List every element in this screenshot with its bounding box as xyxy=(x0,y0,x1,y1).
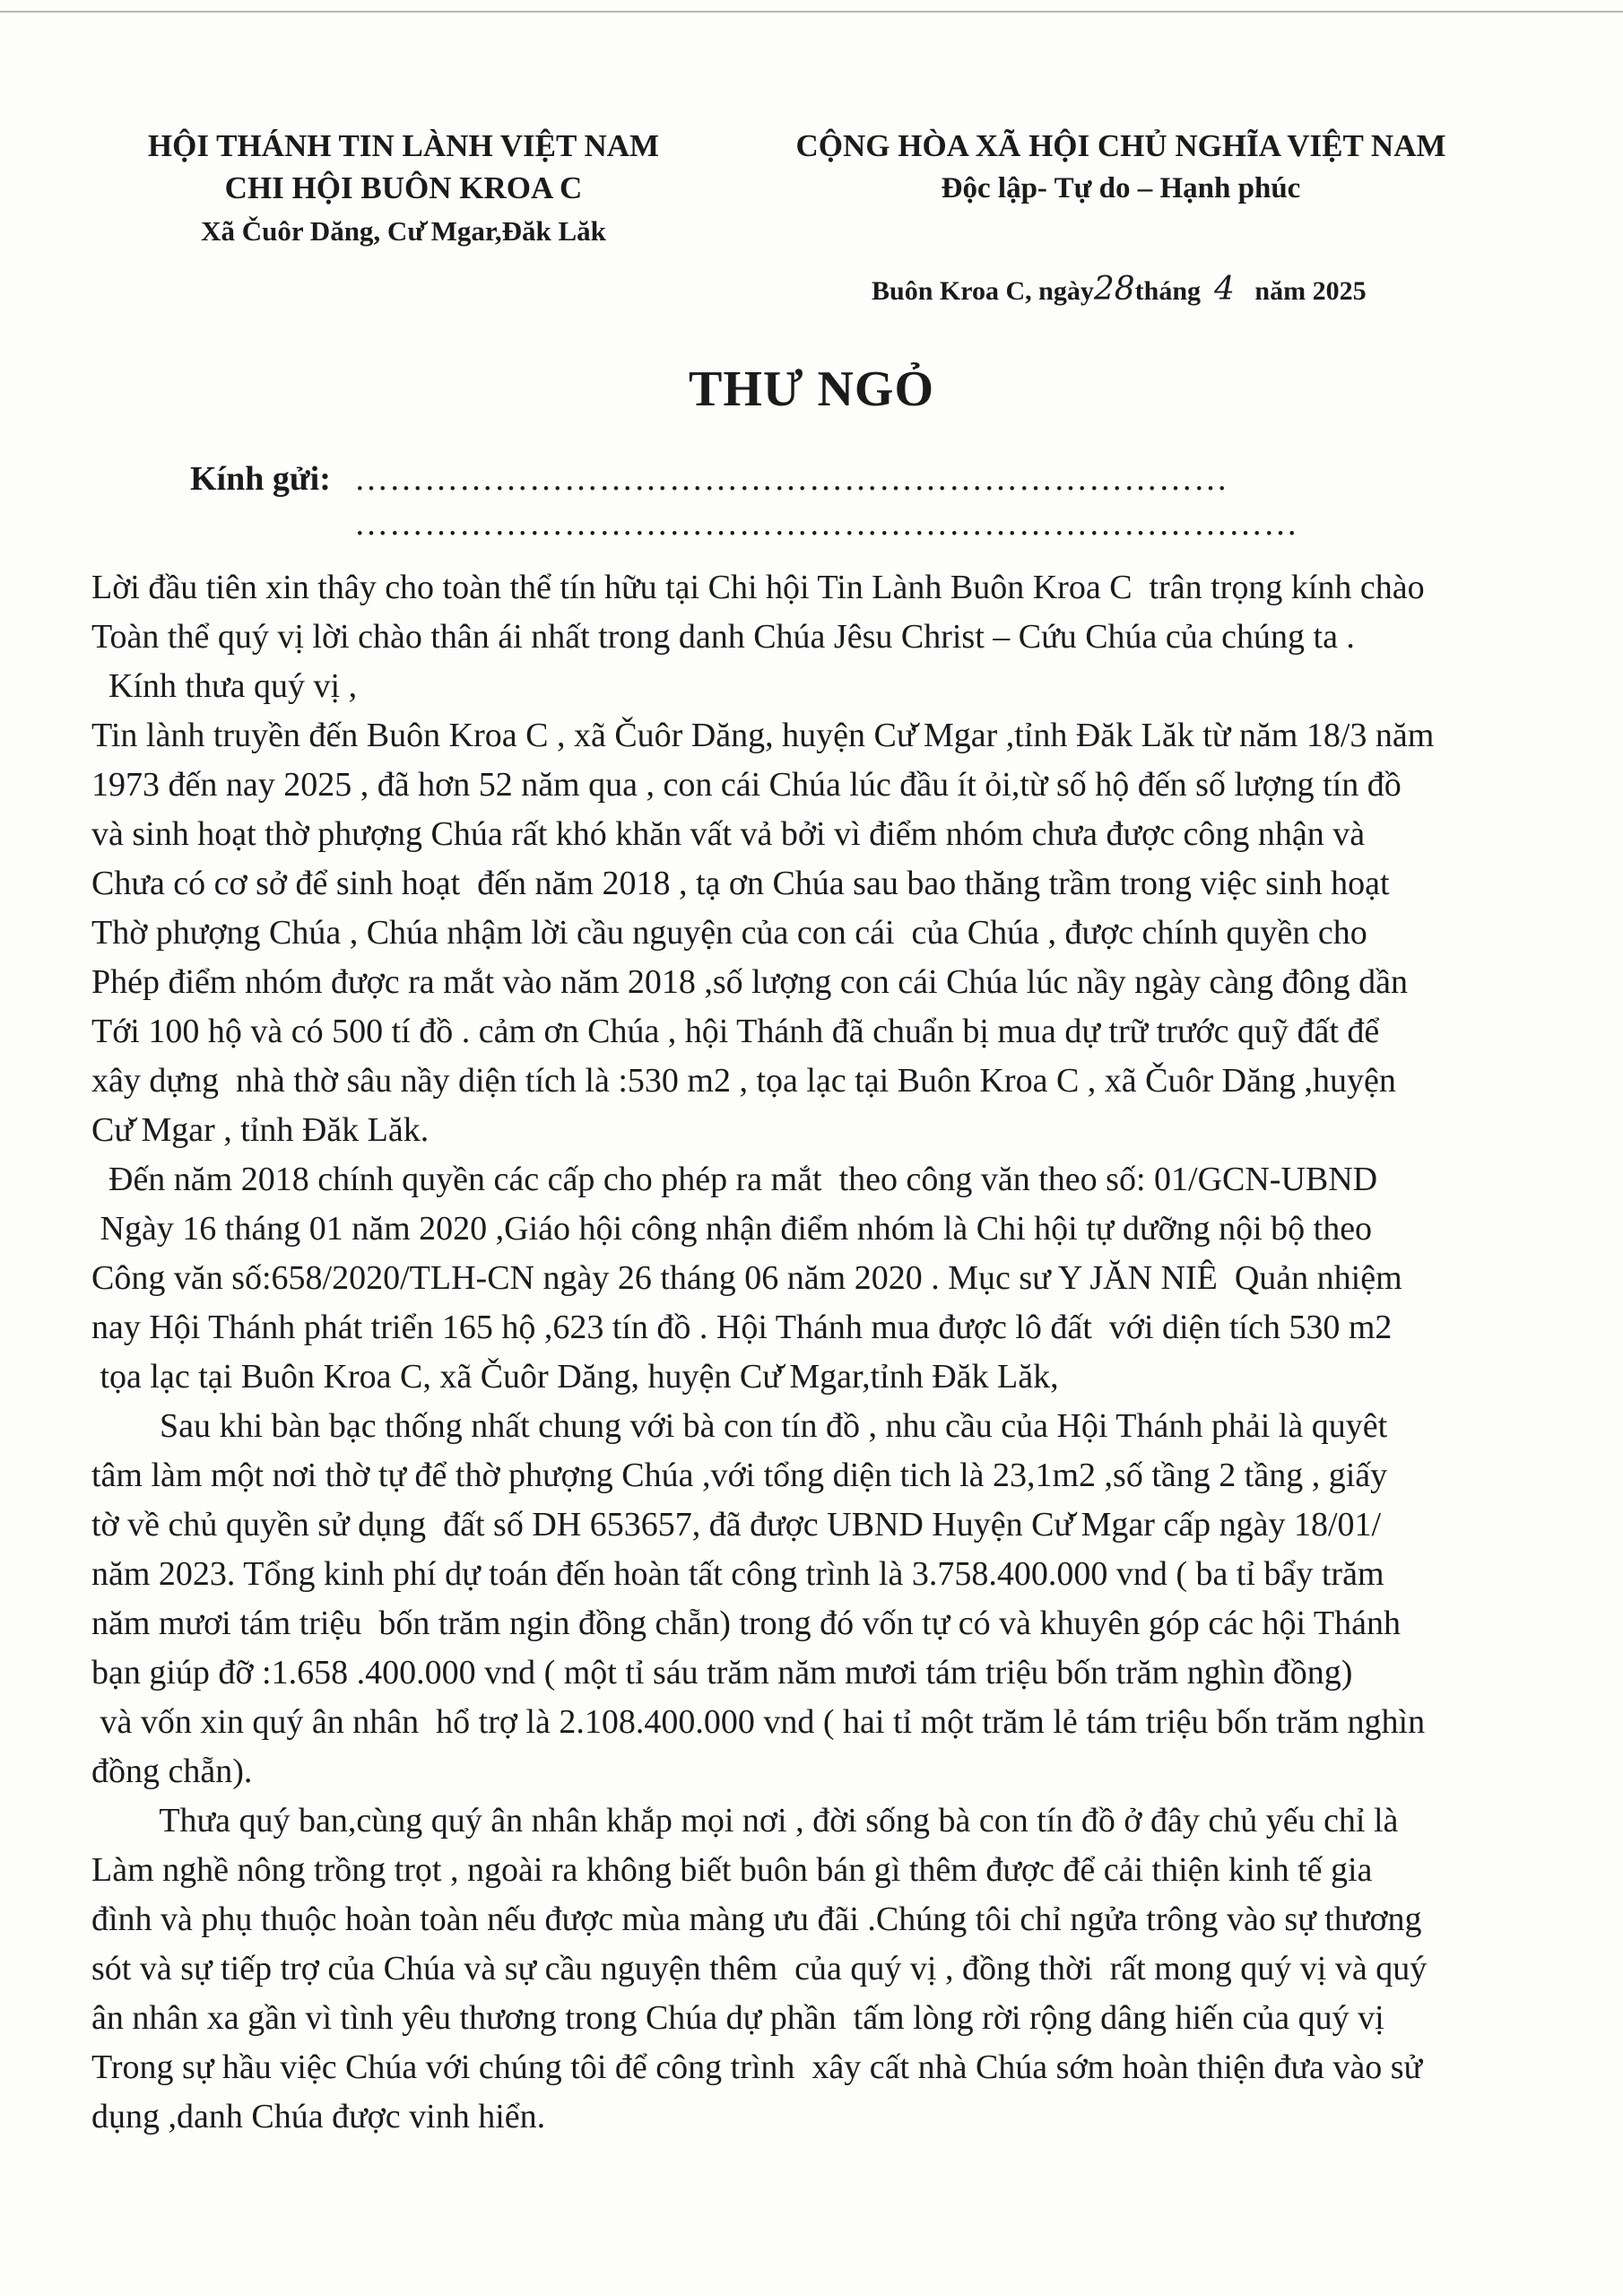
branch-name: CHI HỘI BUÔN KROA C xyxy=(224,170,583,205)
recipient-blank-line-2: ……………………………………………………………………… xyxy=(354,505,1298,543)
body-line: và vốn xin quý ân nhân hổ trợ là 2.108.400.000 vnd ( hai tỉ một trăm lẻ tám triệu bốn trăm nghìn xyxy=(91,1703,1426,1741)
body-line: Toàn thể quý vị lời chào thân ái nhất trong danh Chúa Jêsu Christ – Cứu Chúa của chúng ta . xyxy=(91,618,1355,656)
body-line: Sau khi bàn bạc thống nhất chung với bà con tín đồ , nhu cầu của Hội Thánh phải là quyêt xyxy=(91,1407,1388,1445)
body-line: tọa lạc tại Buôn Kroa C, xã Čuôr Dăng, huyện Cư̆ Mgar,tỉnh Đăk Lăk, xyxy=(91,1358,1059,1396)
body-line: Tới 100 hộ và có 500 tí đồ . cảm ơn Chúa , hội Thánh đã chuẩn bị mua dự trữ trước quỹ đất để xyxy=(91,1013,1380,1050)
body-line: Kính thưa quý vị , xyxy=(91,667,358,705)
date-line xyxy=(872,271,1367,308)
body-line: ân nhân xa gần vì tình yêu thương trong Chúa dự phần tấm lòng rời rộng dâng hiến của quý vị xyxy=(91,1999,1384,2037)
body-line: Ngày 16 tháng 01 năm 2020 ,Giáo hội công nhận điểm nhóm là Chi hội tự dưỡng nội bộ theo xyxy=(91,1210,1373,1248)
recipient-label-text: Kính gửi: xyxy=(190,460,331,498)
letter-body xyxy=(91,563,1580,2142)
national-title: CỘNG HÒA XÃ HỘI CHỦ NGHĨA VIỆT NAM xyxy=(795,128,1446,163)
date-year: năm 2025 xyxy=(1254,276,1367,306)
body-line: sót và sự tiếp trợ của Chúa và sự cầu nguyện thêm của quý vị , đồng thời rất mong quý vị và quý xyxy=(91,1950,1428,1987)
body-line: Làm nghề nông trồng trọt , ngoài ra không biết buôn bán gì thêm được để cải thiện kinh tế gia xyxy=(91,1851,1373,1889)
body-line: tâm làm một nơi thờ tự để thờ phượng Chúa ,với tổng diện tich là 23,1m2 ,số tầng 2 tầng , giấy xyxy=(91,1457,1388,1494)
top-rule xyxy=(0,11,1623,13)
date-prefix: Buôn Kroa C, ngày xyxy=(872,276,1094,306)
organization-name: HỘI THÁNH TIN LÀNH VIỆT NAM xyxy=(147,128,660,163)
body-line: Phép điểm nhóm được ra mắt vào năm 2018 ,số lượng con cái Chúa lúc nầy ngày càng đông dần xyxy=(91,963,1409,1001)
body-line: Công văn số:658/2020/TLH-CN ngày 26 tháng 06 năm 2020 . Mục sư Y JĂN NIÊ Quản nhiệm xyxy=(91,1259,1402,1297)
date-day: 28 xyxy=(1093,271,1135,308)
body-line: năm mươi tám triệu bốn trăm ngin đồng chẵn) trong đó vốn tự có và khuyên góp các hội Thánh xyxy=(91,1605,1401,1642)
body-line: Trong sự hầu việc Chúa với chúng tôi để công trình xây cất nhà Chúa sớm hoàn thiện đưa vào sử xyxy=(91,2048,1423,2086)
date-month: 4 xyxy=(1214,271,1235,308)
body-line: Lời đầu tiên xin thây cho toàn thể tín hữu tại Chi hội Tin Lành Buôn Kroa C trân trọng kính chào xyxy=(91,569,1425,606)
body-line: và sinh hoạt thờ phượng Chúa rất khó khăn vất vả bởi vì điểm nhóm chưa được công nhận và xyxy=(91,815,1366,853)
body-line: Thờ phượng Chúa , Chúa nhậm lời cầu nguyện của con cái của Chúa , được chính quyền cho xyxy=(91,914,1367,952)
body-line: Tin lành truyền đến Buôn Kroa C , xã Čuôr Dăng, huyện Cư̆ Mgar ,tỉnh Đăk Lăk từ năm 18/3 năm xyxy=(91,717,1435,754)
body-line: Cư̆ Mgar , tỉnh Đăk Lăk. xyxy=(91,1111,430,1149)
body-line: nay Hội Thánh phát triển 165 hộ ,623 tín đồ . Hội Thánh mua được lô đất với diện tích 530 m2 xyxy=(91,1309,1393,1346)
body-line: tờ về chủ quyền sử dụng đất số DH 653657, đã được UBND Huyện Cư̆ Mgar cấp ngày 18/01/ xyxy=(91,1506,1382,1544)
body-line: đồng chẵn). xyxy=(91,1752,253,1790)
date-month-word: tháng xyxy=(1134,276,1202,306)
recipient-label xyxy=(190,459,331,499)
organization-header xyxy=(117,126,690,253)
body-line: bạn giúp đỡ :1.658 .400.000 vnd ( một tỉ sáu trăm năm mươi tám triệu bốn trăm nghìn đồng) xyxy=(91,1654,1353,1692)
body-line: dụng ,danh Chúa được vinh hiển. xyxy=(91,2098,546,2135)
body-line: 1973 đến nay 2025 , đã hơn 52 năm qua , con cái Chúa lúc đầu ít ỏi,từ số hộ đến số lượng tín đồ xyxy=(91,766,1402,804)
letter-title: THƯ NGỎ xyxy=(688,361,935,417)
recipient-blank-line-1: ………………………………………………………………… xyxy=(354,460,1228,498)
body-line: Đến năm 2018 chính quyền các cấp cho phép ra mắt theo công văn theo số: 01/GCN-UBND xyxy=(91,1161,1378,1198)
body-line: xây dựng nhà thờ sâu nầy diện tích là :530 m2 , tọa lạc tại Buôn Kroa C , xã Čuôr Dăng ,huyện xyxy=(91,1062,1396,1100)
national-motto: Độc lập- Tự do – Hạnh phúc xyxy=(941,172,1301,204)
branch-address: Xã Čuôr Dăng, Cư̆ Mgar,Đăk Lăk xyxy=(201,215,606,247)
national-header xyxy=(762,126,1480,210)
body-line: Chưa có cơ sở để sinh hoạt đến năm 2018 , tạ ơn Chúa sau bao thăng trầm trong việc sinh hoạt xyxy=(91,865,1390,902)
body-line: Thưa quý ban,cùng quý ân nhân khắp mọi nơi , đời sống bà con tín đồ ở đây chủ yếu chỉ là xyxy=(91,1802,1399,1839)
body-line: đình và phụ thuộc hoàn toàn nếu được mùa màng ưu đãi .Chúng tôi chỉ ngửa trông vào sự thương xyxy=(91,1900,1422,1938)
body-line: năm 2023. Tổng kinh phí dự toán đến hoàn tất công trình là 3.758.400.000 vnd ( ba tỉ bẩy trăm xyxy=(91,1555,1384,1593)
